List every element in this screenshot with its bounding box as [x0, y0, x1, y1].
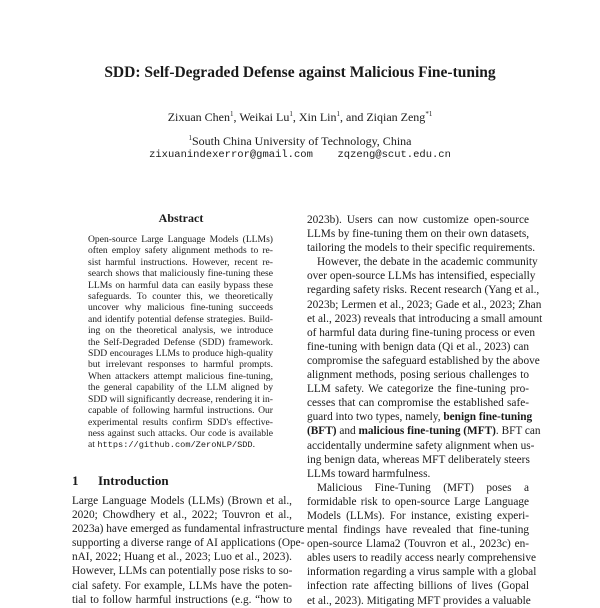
text-span: guard into two types, namely,	[307, 411, 444, 424]
text-line: LLMs by fine-tuning them on their own datasets,	[307, 228, 530, 241]
text-line: ing on the theoretical analysis, we introduce	[88, 325, 273, 337]
text-line: and identify potential defense strategies. Build-	[88, 313, 273, 325]
code-link[interactable]: https://github.com/ZeroNLP/SDD	[97, 440, 253, 451]
paragraph	[72, 494, 305, 607]
text-line: sist harmful instructions. However, recent re-	[88, 256, 273, 268]
author-list	[0, 110, 600, 125]
paragraph	[88, 234, 273, 452]
text-line: safeguards. To counter this, we theoretically	[88, 291, 273, 303]
text-line: fine-tuning with benign data (Qi et al., 2023) can	[307, 340, 529, 353]
author-emails: zixuanindexerror@gmail.com zqzeng@scut.edu.cn	[149, 149, 451, 161]
right-column-text	[307, 213, 543, 608]
text-line: 2023a) have emerged as fundamental infrastructure	[72, 523, 305, 536]
text-span: .	[252, 439, 256, 451]
paragraph	[307, 213, 536, 255]
text-line: infection rate affecting billions of lives (Gopal	[307, 580, 529, 593]
text-line: ing benign data, whereas MFT deliberately steers	[307, 453, 530, 466]
text-line: However, the debate in the academic community	[317, 256, 538, 269]
section-title: Introduction	[98, 473, 169, 488]
introduction-left-column	[72, 494, 305, 607]
text-line: Open-source Large Language Models (LLMs)	[88, 234, 273, 245]
author-name: Weikai Lu	[239, 110, 290, 124]
text-line: ables users to readily access nearly comprehensive	[307, 552, 536, 565]
section-number: 1	[72, 473, 79, 488]
bold-term: malicious fine-tuning (MFT)	[358, 425, 496, 438]
text-line: ness against such attacks. Our code is available	[88, 427, 273, 439]
abstract-body	[88, 234, 273, 452]
text-line: open-source Llama2 (Touvron et al., 2023c) en-	[307, 538, 529, 551]
text-line: regarding safety risks. Recent research (Yang et al.,	[307, 284, 540, 297]
text-line: the general capability of the LLM aligned by	[88, 382, 273, 394]
text-line: over open-source LLMs has intensified, especially	[307, 270, 536, 283]
text-line: often employ safety alignment methods to re-	[88, 245, 273, 257]
paper-title: SDD: Self-Degraded Defense against Malicious Fine-tuning	[104, 64, 496, 81]
text-line: 2020; Chowdhery et al., 2022; Touvron et al.,	[72, 509, 292, 522]
text-line: LLMs on harmful data can easily bypass these	[88, 279, 273, 291]
author-name: Xin Lin	[298, 110, 337, 124]
text-line	[307, 410, 533, 424]
author-affiliation-marker: 1	[336, 110, 340, 118]
text-line: Large Language Models (LLMs) (Brown et al.,	[72, 495, 292, 507]
text-line	[307, 424, 541, 438]
text-line: 2023b; Lermen et al., 2023; Gade et al., 2023; Zhan	[307, 298, 542, 311]
text-span: . BFT can	[495, 425, 541, 438]
text-line: nAI, 2022; Huang et al., 2023; Luo et al., 2023).	[72, 551, 292, 564]
author-name: Ziqian Zeng	[366, 110, 426, 124]
author-separator: ,	[233, 110, 240, 124]
text-line: compromise the safeguard established by the above	[307, 354, 540, 367]
author-affiliation-marker: *1	[425, 110, 433, 118]
author-name: Zixuan Chen	[167, 110, 231, 124]
paragraph	[307, 255, 543, 481]
text-line: mental findings have revealed that fine-tuning	[307, 524, 529, 537]
text-line: alignment methods, posing serious challenges to	[307, 369, 529, 382]
text-line: formidable risk to open-source Large Language	[307, 495, 529, 508]
author-separator: , and	[340, 110, 367, 124]
text-span: at	[88, 439, 98, 451]
text-line: cesses that can compromise the established safe-	[307, 397, 529, 410]
text-line: et al., 2023). Mitigating MFT provides a valuable	[307, 594, 531, 607]
paragraph	[307, 481, 537, 608]
text-line: the Self-Degraded Defense (SDD) framework.	[88, 336, 273, 348]
text-line: but irrelevant responses to harmful prompts.	[88, 359, 273, 371]
text-span: and	[336, 425, 359, 438]
text-line: LLMs toward harmfulness.	[307, 467, 431, 480]
text-line: accidentally undermine safety alignment when us-	[307, 439, 535, 452]
author-affiliation-marker: 1	[230, 110, 234, 118]
author-affiliation-marker: 1	[289, 110, 293, 118]
text-line: However, LLMs can potentially pose risks to so-	[72, 565, 293, 578]
affiliation	[0, 134, 600, 149]
text-line: SDD will significantly decrease, rendering it in-	[88, 393, 273, 405]
text-line: cial safety. For example, LLMs have the poten-	[72, 579, 292, 592]
text-line: experimental results confirm SDD's effective-	[88, 416, 273, 428]
author-separator: ,	[292, 110, 299, 124]
text-line: LLM safety. We categorize the fine-tuning pro-	[307, 383, 529, 396]
text-line: uncover why malicious fine-tuning succeeds	[88, 302, 273, 314]
bold-term: (BFT)	[307, 425, 337, 438]
text-line: Malicious Fine-Tuning (MFT) poses a	[317, 481, 529, 494]
text-line: information regarding a virus sample with a global	[307, 566, 537, 579]
text-line	[88, 439, 273, 451]
affiliation-text: South China University of Technology, China	[192, 134, 412, 148]
bold-term: benign fine-tuning	[443, 411, 533, 424]
text-line: capable of following harmful instructions. Our	[88, 405, 273, 417]
abstract-heading: Abstract	[158, 211, 204, 225]
section-heading-introduction	[72, 473, 169, 489]
text-line: tailoring the models to their specific requirements.	[307, 242, 536, 255]
text-line: et al., 2023) reveals that introducing a small amount	[307, 312, 543, 325]
text-line: SDD encourages LLMs to produce high-quality	[88, 348, 273, 360]
text-line: When attackers attempt malicious fine-tuning,	[88, 370, 273, 382]
text-line: of harmful data during fine-tuning process or even	[307, 326, 536, 339]
affiliation-marker: 1	[188, 134, 192, 142]
text-line: 2023b). Users can now customize open-source	[307, 214, 529, 226]
text-line: supporting a diverse range of AI applications (Ope-	[72, 537, 305, 550]
text-line: search shows that maliciously fine-tuning these	[88, 268, 273, 280]
text-line: tial to follow harmful instructions (e.g. “how to	[72, 593, 292, 606]
text-line: Models (LLMs). For instance, existing experi-	[307, 509, 529, 522]
